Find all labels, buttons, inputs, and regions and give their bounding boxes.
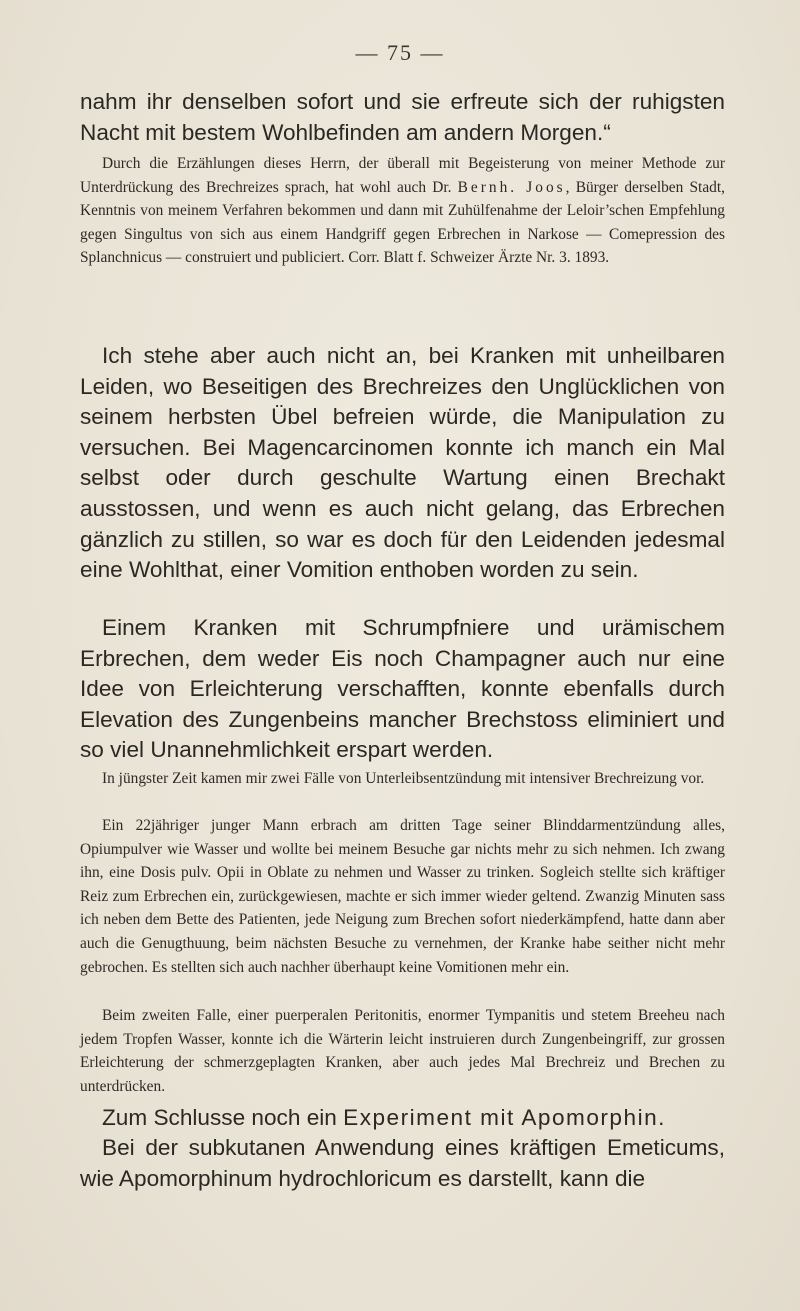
paragraph-7: Beim zweiten Falle, einer puerperalen Peritonitis, enormer Tympanitis und stetem Breeheu nach jedem Tropfen Wasser, konnte ich die Wärterin leicht instruieren durch Zungenbeingriff, zur grossen Erleichterung der schmerzgeplagten Kranken, aber auch jedes Mal Brechreiz und Brechen zu unterdrücken.	[80, 1007, 725, 1095]
paragraph-8-text-start: Zum Schlusse noch ein	[102, 1105, 344, 1130]
paragraph-6: Ein 22jähriger junger Mann erbrach am dritten Tage seiner Blinddarmentzündung alles, Opiumpulver wie Wasser und wollte bei meinem Besuche gar nichts mehr zu sich nehmen. Ich zwang ihn, eine Dosis pulv. Opii in Oblate zu nehmen und Wasser zu trinken. Sogleich stellte sich kräftiger Reiz zum Erbrechen ein, zurückgewiesen, machte er sich immer wieder geltend. Zwanzig Minuten sass ich neben dem Bette des Patienten, jede Neigung zum Brechen sofort niederkämpfend, hatte dann aber auch die Genugthuung, beim nächsten Besuche zu vernehmen, der Kranke habe seither nicht mehr gebrochen. Es stellten sich auch nachher überhaupt keine Vomitionen mehr ein.	[80, 817, 725, 976]
paragraph-8	[80, 1103, 725, 1134]
paragraph-3: Ich stehe aber auch nicht an, bei Kranken mit unheilbaren Leiden, wo Beseitigen des Brechreizes den Unglücklichen von seinem herbsten Übel befreien würde, die Manipulation zu versuchen. Bei Magencarcinomen konnte ich manch ein Mal selbst oder durch geschulte Wartung einen Brechakt ausstossen, und wenn es auch nicht gelang, das Erbrechen gänzlich zu stillen, so war es doch für den Leidenden jedesmal eine Wohlthat, einer Vomition enthoben worden zu sein.	[80, 343, 725, 583]
paragraph-1: nahm ihr denselben sofort und sie erfreute sich der ruhigsten Nacht mit bestem Wohlbefinden am andern Morgen.“	[80, 89, 725, 145]
paragraph-2	[80, 152, 725, 270]
paragraph-4: Einem Kranken mit Schrumpfniere und urämischem Erbrechen, dem weder Eis noch Champagner auch nur eine Idee von Erleichterung verschafften, konnte ebenfalls durch Elevation des Zungenbeins mancher Brechstoss eliminiert und so viel Unannehmlichkeit erspart werden.	[80, 615, 725, 763]
paragraph-9: Bei der subkutanen Anwendung eines kräftigen Emeticums, wie Apomorphinum hydrochloricum es darstellt, kann die	[80, 1135, 725, 1191]
paragraph-5: In jüngster Zeit kamen mir zwei Fälle von Unterleibsentzündung mit intensiver Brechreizung vor.	[102, 770, 705, 787]
experiment-heading: Experiment mit Apomorphin.	[343, 1105, 666, 1130]
paragraph-2-text-end: , Bürger derselben Stadt, Kenntnis von meinem Verfahren bekommen und dann mit Zuhülfenahme der Leloir’schen Empfehlung gegen Singultus von sich aus einem Handgriff gegen Erbrechen in Narkose — Comepression des Splanchnicus — construiert und publiciert. Corr. Blatt f. Schweizer Ärzte Nr. 3. 1893.	[80, 178, 725, 267]
paragraph-2-text-start: Durch die Erzählungen dieses Herrn, der überall mit Begeisterung von meiner Methode zur Unterdrückung des Brechreizes sprach, hat wohl auch Dr.	[80, 155, 725, 196]
author-name: Bernh. Joos	[457, 178, 566, 196]
page-number: — 75 —	[355, 40, 445, 65]
